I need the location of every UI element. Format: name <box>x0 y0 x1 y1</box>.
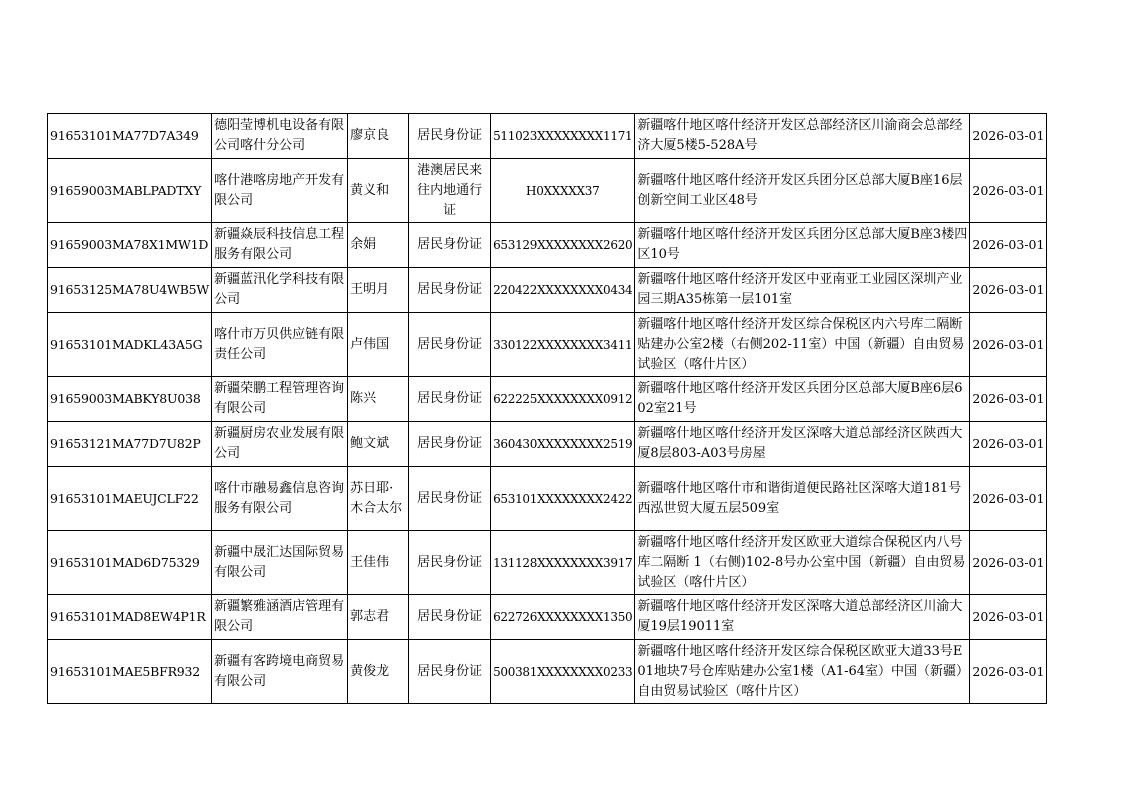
legal-person-cell: 黄义和 <box>348 159 409 223</box>
id-number-cell: 220422XXXXXXXX0434 <box>491 268 635 313</box>
company-name-cell: 新疆焱辰科技信息工程服务有限公司 <box>212 223 348 268</box>
table-row <box>48 640 1047 704</box>
legal-person-cell: 陈兴 <box>348 377 409 422</box>
address-cell: 新疆喀什地区喀什经济开发区深喀大道总部经济区陕西大厦8层803-A03号房屋 <box>635 422 970 467</box>
legal-person-cell: 鲍文斌 <box>348 422 409 467</box>
credit-code-cell: 91653101MAD8EW4P1R <box>48 595 212 640</box>
id-type-cell: 居民身份证 <box>409 422 491 467</box>
id-type-cell: 居民身份证 <box>409 377 491 422</box>
id-type-cell: 居民身份证 <box>409 114 491 159</box>
address-cell: 新疆喀什地区喀什经济开发区兵团分区总部大厦B座6层602室21号 <box>635 377 970 422</box>
date-cell: 2026-03-01 <box>970 422 1047 467</box>
id-number-cell: 653129XXXXXXXX2620 <box>491 223 635 268</box>
id-type-cell: 居民身份证 <box>409 595 491 640</box>
address-cell: 新疆喀什地区喀什经济开发区欧亚大道综合保税区内八号库二隔断 1（右侧)102-8号办公室中国（新疆）自由贸易试验区（喀什片区） <box>635 531 970 595</box>
id-type-cell: 居民身份证 <box>409 467 491 531</box>
id-number-cell: 622726XXXXXXXX1350 <box>491 595 635 640</box>
date-cell: 2026-03-01 <box>970 595 1047 640</box>
id-number-cell: 622225XXXXXXXX0912 <box>491 377 635 422</box>
date-cell: 2026-03-01 <box>970 467 1047 531</box>
table-row <box>48 595 1047 640</box>
credit-code-cell: 91653101MAEUJCLF22 <box>48 467 212 531</box>
credit-code-cell: 91653101MADKL43A5G <box>48 313 212 377</box>
address-cell: 新疆喀什地区喀什经济开发区综合保税区内六号库二隔断贴建办公室2楼（右侧202-11室）中国（新疆）自由贸易试验区（喀什片区） <box>635 313 970 377</box>
company-name-cell: 喀什市万贝供应链有限责任公司 <box>212 313 348 377</box>
company-name-cell: 喀什港喀房地产开发有限公司 <box>212 159 348 223</box>
table-row <box>48 268 1047 313</box>
table-row <box>48 531 1047 595</box>
credit-code-cell: 91653125MA78U4WB5W <box>48 268 212 313</box>
legal-person-cell: 王明月 <box>348 268 409 313</box>
table-row <box>48 159 1047 223</box>
registration-table <box>47 113 1047 704</box>
table-row <box>48 223 1047 268</box>
company-name-cell: 新疆有客跨境电商贸易有限公司 <box>212 640 348 704</box>
address-cell: 新疆喀什地区喀什经济开发区总部经济区川渝商会总部经济大厦5楼5-528A号 <box>635 114 970 159</box>
id-number-cell: 511023XXXXXXXX1171 <box>491 114 635 159</box>
date-cell: 2026-03-01 <box>970 223 1047 268</box>
company-name-cell: 新疆荣鹏工程管理咨询有限公司 <box>212 377 348 422</box>
legal-person-cell: 余娟 <box>348 223 409 268</box>
id-number-cell: 330122XXXXXXXX3411 <box>491 313 635 377</box>
id-type-cell: 居民身份证 <box>409 640 491 704</box>
id-number-cell: 653101XXXXXXXX2422 <box>491 467 635 531</box>
id-type-cell: 居民身份证 <box>409 223 491 268</box>
credit-code-cell: 91659003MABKY8U038 <box>48 377 212 422</box>
id-number-cell: H0XXXXX37 <box>491 159 635 223</box>
date-cell: 2026-03-01 <box>970 268 1047 313</box>
credit-code-cell: 91653101MA77D7A349 <box>48 114 212 159</box>
table-row <box>48 114 1047 159</box>
address-cell: 新疆喀什地区喀什市和谐街道便民路社区深喀大道181号西泓世贸大厦五层509室 <box>635 467 970 531</box>
table-row <box>48 313 1047 377</box>
date-cell: 2026-03-01 <box>970 531 1047 595</box>
address-cell: 新疆喀什地区喀什经济开发区中亚南亚工业园区深圳产业园三期A35栋第一层101室 <box>635 268 970 313</box>
company-name-cell: 新疆厨房农业发展有限公司 <box>212 422 348 467</box>
id-number-cell: 360430XXXXXXXX2519 <box>491 422 635 467</box>
date-cell: 2026-03-01 <box>970 640 1047 704</box>
date-cell: 2026-03-01 <box>970 159 1047 223</box>
legal-person-cell: 黄俊龙 <box>348 640 409 704</box>
company-name-cell: 新疆蓝汛化学科技有限公司 <box>212 268 348 313</box>
company-name-cell: 新疆繁雅涵酒店管理有限公司 <box>212 595 348 640</box>
credit-code-cell: 91653101MAE5BFR932 <box>48 640 212 704</box>
table-body <box>48 114 1047 704</box>
date-cell: 2026-03-01 <box>970 313 1047 377</box>
credit-code-cell: 91653121MA77D7U82P <box>48 422 212 467</box>
id-type-cell: 港澳居民来往内地通行证 <box>409 159 491 223</box>
credit-code-cell: 91653101MAD6D75329 <box>48 531 212 595</box>
table-row <box>48 422 1047 467</box>
address-cell: 新疆喀什地区喀什经济开发区兵团分区总部大厦B座3楼四区10号 <box>635 223 970 268</box>
legal-person-cell: 苏日耶·木合太尔 <box>348 467 409 531</box>
company-name-cell: 新疆中晟汇达国际贸易有限公司 <box>212 531 348 595</box>
address-cell: 新疆喀什地区喀什经济开发区深喀大道总部经济区川渝大厦19层19011室 <box>635 595 970 640</box>
company-name-cell: 喀什市融易鑫信息咨询服务有限公司 <box>212 467 348 531</box>
company-name-cell: 德阳莹博机电设备有限公司喀什分公司 <box>212 114 348 159</box>
legal-person-cell: 卢伟国 <box>348 313 409 377</box>
credit-code-cell: 91659003MA78X1MW1D <box>48 223 212 268</box>
date-cell: 2026-03-01 <box>970 114 1047 159</box>
table-row <box>48 467 1047 531</box>
legal-person-cell: 王佳伟 <box>348 531 409 595</box>
table-row <box>48 377 1047 422</box>
id-type-cell: 居民身份证 <box>409 268 491 313</box>
legal-person-cell: 郭志君 <box>348 595 409 640</box>
id-type-cell: 居民身份证 <box>409 313 491 377</box>
id-type-cell: 居民身份证 <box>409 531 491 595</box>
credit-code-cell: 91659003MABLPADTXY <box>48 159 212 223</box>
id-number-cell: 500381XXXXXXXX0233 <box>491 640 635 704</box>
date-cell: 2026-03-01 <box>970 377 1047 422</box>
address-cell: 新疆喀什地区喀什经济开发区兵团分区总部大厦B座16层创新空间工业区48号 <box>635 159 970 223</box>
legal-person-cell: 廖京良 <box>348 114 409 159</box>
id-number-cell: 131128XXXXXXXX3917 <box>491 531 635 595</box>
address-cell: 新疆喀什地区喀什经济开发区综合保税区欧亚大道33号E01地块7号仓库贴建办公室1楼（A1-64室）中国（新疆）自由贸易试验区（喀什片区） <box>635 640 970 704</box>
